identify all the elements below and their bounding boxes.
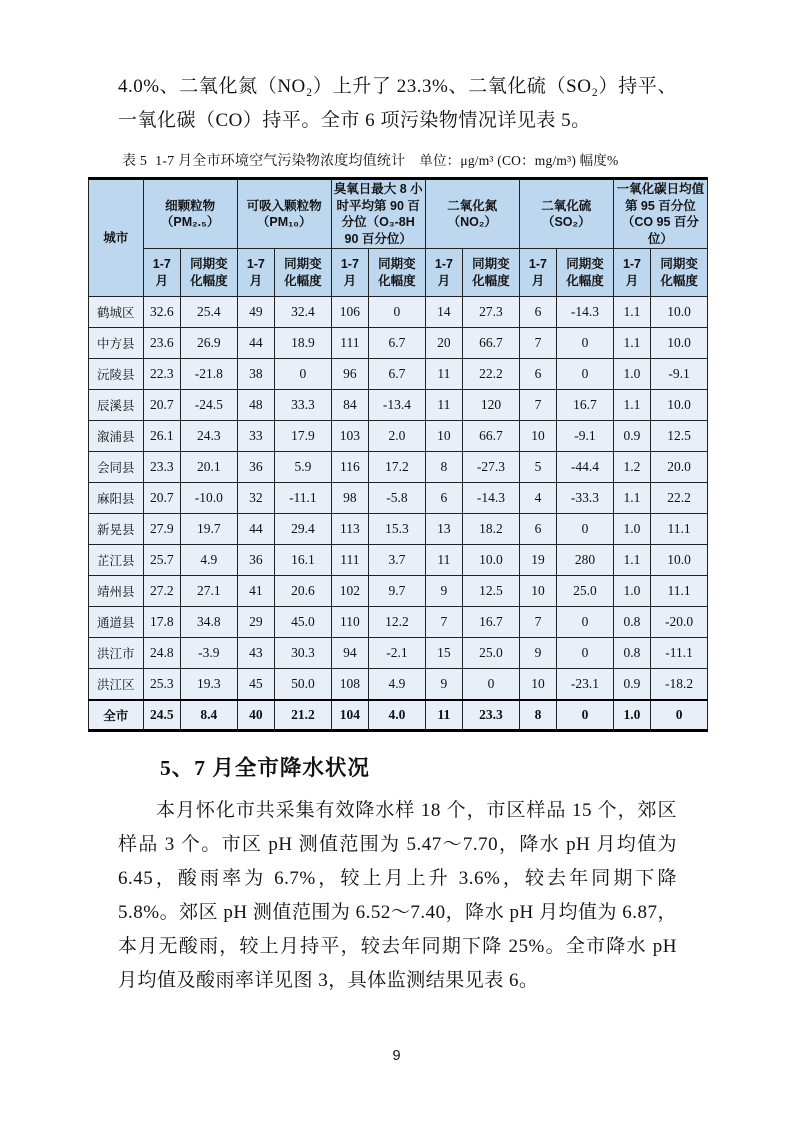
subheader-period: 1-7 月 (425, 249, 462, 297)
value-cell: 29 (237, 607, 274, 638)
header-co: 一氧化碳日均值第 95 百分位（CO 95 百分位） (613, 179, 707, 249)
value-cell: -13.4 (369, 390, 426, 421)
value-cell: 10.0 (651, 297, 708, 328)
value-cell: 10.0 (463, 545, 520, 576)
table-row (89, 452, 708, 483)
value-cell: 21.2 (275, 700, 332, 731)
value-cell: 5.9 (275, 452, 332, 483)
value-cell: 11.1 (651, 576, 708, 607)
value-cell: -14.3 (557, 297, 614, 328)
value-cell: 103 (331, 421, 368, 452)
value-cell: 0 (463, 669, 520, 700)
value-cell: 1.0 (613, 576, 650, 607)
value-cell: 27.3 (463, 297, 520, 328)
subheader-change: 同期变化幅度 (463, 249, 520, 297)
value-cell: 23.3 (463, 700, 520, 731)
value-cell: 24.3 (181, 421, 238, 452)
value-cell: 4.9 (181, 545, 238, 576)
value-cell: -24.5 (181, 390, 238, 421)
value-cell: -9.1 (651, 359, 708, 390)
city-cell: 洪江区 (89, 669, 144, 700)
value-cell: 20.7 (143, 390, 180, 421)
value-cell: 0 (557, 700, 614, 731)
value-cell: -20.0 (651, 607, 708, 638)
value-cell: 27.1 (181, 576, 238, 607)
value-cell: 22.2 (463, 359, 520, 390)
value-cell: 23.6 (143, 328, 180, 359)
value-cell: 14 (425, 297, 462, 328)
value-cell: 1.1 (613, 545, 650, 576)
table-caption-title: 1-7 月全市环境空气污染物浓度均值统计 (155, 154, 406, 169)
value-cell: 94 (331, 638, 368, 669)
value-cell: 33 (237, 421, 274, 452)
rainfall-paragraph-block (118, 794, 677, 998)
value-cell: -10.0 (181, 483, 238, 514)
value-cell: 19.3 (181, 669, 238, 700)
value-cell: 113 (331, 514, 368, 545)
value-cell: 43 (237, 638, 274, 669)
value-cell: 18.2 (463, 514, 520, 545)
value-cell: 12.5 (463, 576, 520, 607)
value-cell: -5.8 (369, 483, 426, 514)
value-cell: 8.4 (181, 700, 238, 731)
value-cell: 27.9 (143, 514, 180, 545)
table-caption (122, 149, 677, 170)
header-ozone: 臭氧日最大 8 小时平均第 90 百分位（O₃-8H 90 百分位） (331, 179, 425, 249)
value-cell: 12.2 (369, 607, 426, 638)
city-cell: 中方县 (89, 328, 144, 359)
value-cell: 7 (425, 607, 462, 638)
value-cell: 24.5 (143, 700, 180, 731)
page-number: 9 (392, 1048, 401, 1064)
value-cell: 16.1 (275, 545, 332, 576)
table-row (89, 328, 708, 359)
value-cell: 0 (557, 607, 614, 638)
value-cell: -27.3 (463, 452, 520, 483)
section-heading-rainfall: 5、7 月全市降水状况 (160, 756, 370, 780)
table-caption-label: 表 5 (122, 154, 148, 169)
value-cell: 0 (557, 638, 614, 669)
value-cell: 0 (557, 514, 614, 545)
value-cell: 13 (425, 514, 462, 545)
value-cell: 1.2 (613, 452, 650, 483)
value-cell: 96 (331, 359, 368, 390)
value-cell: 9 (425, 669, 462, 700)
value-cell: 27.2 (143, 576, 180, 607)
header-pm10: 可吸入颗粒物 （PM₁₀） (237, 179, 331, 249)
subheader-period: 1-7 月 (331, 249, 368, 297)
city-cell: 会同县 (89, 452, 144, 483)
value-cell: 32 (237, 483, 274, 514)
subheader-period: 1-7 月 (613, 249, 650, 297)
pollutant-table-wrapper (88, 177, 708, 732)
value-cell: 10 (425, 421, 462, 452)
value-cell: 16.7 (463, 607, 520, 638)
value-cell: 6 (519, 297, 556, 328)
value-cell: 6 (519, 359, 556, 390)
value-cell: -21.8 (181, 359, 238, 390)
table-body (89, 297, 708, 731)
value-cell: 20.1 (181, 452, 238, 483)
header-so2: 二氧化硫 （SO₂） (519, 179, 613, 249)
value-cell: 17.9 (275, 421, 332, 452)
city-cell: 沅陵县 (89, 359, 144, 390)
value-cell: 25.3 (143, 669, 180, 700)
value-cell: 104 (331, 700, 368, 731)
value-cell: 10.0 (651, 545, 708, 576)
value-cell: 11 (425, 700, 462, 731)
value-cell: -33.3 (557, 483, 614, 514)
header-no2: 二氧化氮 （NO₂） (425, 179, 519, 249)
value-cell: 116 (331, 452, 368, 483)
value-cell: 6.7 (369, 328, 426, 359)
value-cell: 2.0 (369, 421, 426, 452)
value-cell: 1.1 (613, 390, 650, 421)
table-row (89, 390, 708, 421)
value-cell: 17.2 (369, 452, 426, 483)
value-cell: 7 (519, 328, 556, 359)
table-row (89, 576, 708, 607)
value-cell: 102 (331, 576, 368, 607)
subheader-change: 同期变化幅度 (275, 249, 332, 297)
value-cell: 10 (519, 669, 556, 700)
table-group-header-row (89, 179, 708, 249)
value-cell: 20.7 (143, 483, 180, 514)
value-cell: 0.9 (613, 669, 650, 700)
value-cell: 8 (519, 700, 556, 731)
value-cell: -2.1 (369, 638, 426, 669)
value-cell: 1.0 (613, 359, 650, 390)
value-cell: 16.7 (557, 390, 614, 421)
value-cell: 9.7 (369, 576, 426, 607)
value-cell: 19.7 (181, 514, 238, 545)
value-cell: 24.8 (143, 638, 180, 669)
header-pm25: 细颗粒物 （PM₂.₅） (143, 179, 237, 249)
city-cell: 溆浦县 (89, 421, 144, 452)
value-cell: 0.9 (613, 421, 650, 452)
value-cell: 44 (237, 514, 274, 545)
value-cell: 1.1 (613, 328, 650, 359)
value-cell: 34.8 (181, 607, 238, 638)
value-cell: 0.8 (613, 638, 650, 669)
table-row (89, 545, 708, 576)
value-cell: 11 (425, 390, 462, 421)
city-cell: 全市 (89, 700, 144, 731)
value-cell: 29.4 (275, 514, 332, 545)
value-cell: 4.0 (369, 700, 426, 731)
value-cell: 44 (237, 328, 274, 359)
value-cell: 25.7 (143, 545, 180, 576)
value-cell: 111 (331, 545, 368, 576)
value-cell: 38 (237, 359, 274, 390)
value-cell: 1.0 (613, 514, 650, 545)
value-cell: 20 (425, 328, 462, 359)
value-cell: 280 (557, 545, 614, 576)
value-cell: 23.3 (143, 452, 180, 483)
value-cell: 25.0 (557, 576, 614, 607)
value-cell: 111 (331, 328, 368, 359)
value-cell: 5 (519, 452, 556, 483)
value-cell: 48 (237, 390, 274, 421)
value-cell: 66.7 (463, 328, 520, 359)
subheader-change: 同期变化幅度 (651, 249, 708, 297)
value-cell: 33.3 (275, 390, 332, 421)
header-city: 城市 (89, 179, 144, 297)
value-cell: 8 (425, 452, 462, 483)
table-row (89, 483, 708, 514)
value-cell: 15.3 (369, 514, 426, 545)
subheader-change: 同期变化幅度 (557, 249, 614, 297)
subheader-period: 1-7 月 (143, 249, 180, 297)
value-cell: 15 (425, 638, 462, 669)
value-cell: 4 (519, 483, 556, 514)
value-cell: 7 (519, 607, 556, 638)
value-cell: 9 (519, 638, 556, 669)
city-cell: 麻阳县 (89, 483, 144, 514)
value-cell: 10.0 (651, 328, 708, 359)
value-cell: 0 (557, 328, 614, 359)
value-cell: 0 (369, 297, 426, 328)
value-cell: 20.0 (651, 452, 708, 483)
table-subheader-row (89, 249, 708, 297)
value-cell: -11.1 (275, 483, 332, 514)
value-cell: 17.8 (143, 607, 180, 638)
table-row (89, 297, 708, 328)
value-cell: 11 (425, 545, 462, 576)
subheader-period: 1-7 月 (237, 249, 274, 297)
subheader-period: 1-7 月 (519, 249, 556, 297)
value-cell: 6 (425, 483, 462, 514)
value-cell: 36 (237, 452, 274, 483)
subheader-change: 同期变化幅度 (369, 249, 426, 297)
value-cell: -14.3 (463, 483, 520, 514)
value-cell: -44.4 (557, 452, 614, 483)
value-cell: 41 (237, 576, 274, 607)
value-cell: 108 (331, 669, 368, 700)
value-cell: 25.0 (463, 638, 520, 669)
table-row (89, 669, 708, 700)
value-cell: -18.2 (651, 669, 708, 700)
value-cell: 4.9 (369, 669, 426, 700)
value-cell: 0 (275, 359, 332, 390)
value-cell: 84 (331, 390, 368, 421)
table-row (89, 700, 708, 731)
value-cell: 3.7 (369, 545, 426, 576)
table-row (89, 514, 708, 545)
value-cell: 1.1 (613, 483, 650, 514)
value-cell: -9.1 (557, 421, 614, 452)
value-cell: 19 (519, 545, 556, 576)
rainfall-paragraph: 本月怀化市共采集有效降水样 18 个，市区样品 15 个，郊区样品 3 个。市区 pH 测值范围为 5.47～7.70，降水 pH 月均值为 6.45，酸雨率为 6.7%，较上月上升 3.6%，较去年同期下降 5.8%。郊区 pH 测值范围为 6.52～7.40，降水 pH 月均值为 6.87，本月无酸雨，较上月持平，较去年同期下降 25%。全市降水 pH 月均值及酸雨率详见图 3，具体监测结果见表 6。 (118, 800, 677, 991)
table-row (89, 359, 708, 390)
pollutant-table (88, 177, 708, 732)
table-row (89, 607, 708, 638)
value-cell: 32.6 (143, 297, 180, 328)
value-cell: 25.4 (181, 297, 238, 328)
value-cell: 11.1 (651, 514, 708, 545)
value-cell: 10.0 (651, 390, 708, 421)
table-row (89, 421, 708, 452)
value-cell: 0 (651, 700, 708, 731)
city-cell: 鹤城区 (89, 297, 144, 328)
value-cell: 10 (519, 576, 556, 607)
value-cell: 106 (331, 297, 368, 328)
value-cell: 49 (237, 297, 274, 328)
value-cell: 1.0 (613, 700, 650, 731)
value-cell: 20.6 (275, 576, 332, 607)
value-cell: 26.9 (181, 328, 238, 359)
city-cell: 新晃县 (89, 514, 144, 545)
value-cell: 9 (425, 576, 462, 607)
value-cell: -11.1 (651, 638, 708, 669)
subheader-change: 同期变化幅度 (181, 249, 238, 297)
value-cell: 11 (425, 359, 462, 390)
value-cell: 22.2 (651, 483, 708, 514)
value-cell: 36 (237, 545, 274, 576)
value-cell: 120 (463, 390, 520, 421)
value-cell: 98 (331, 483, 368, 514)
value-cell: 45.0 (275, 607, 332, 638)
table-header (89, 179, 708, 297)
value-cell: 66.7 (463, 421, 520, 452)
city-cell: 通道县 (89, 607, 144, 638)
value-cell: 110 (331, 607, 368, 638)
value-cell: 10 (519, 421, 556, 452)
value-cell: -23.1 (557, 669, 614, 700)
value-cell: 22.3 (143, 359, 180, 390)
value-cell: 32.4 (275, 297, 332, 328)
value-cell: 7 (519, 390, 556, 421)
value-cell: 18.9 (275, 328, 332, 359)
value-cell: 12.5 (651, 421, 708, 452)
value-cell: 30.3 (275, 638, 332, 669)
table-row (89, 638, 708, 669)
city-cell: 洪江市 (89, 638, 144, 669)
value-cell: 26.1 (143, 421, 180, 452)
city-cell: 辰溪县 (89, 390, 144, 421)
value-cell: 6.7 (369, 359, 426, 390)
city-cell: 靖州县 (89, 576, 144, 607)
value-cell: 1.1 (613, 297, 650, 328)
value-cell: 6 (519, 514, 556, 545)
intro-paragraph: 4.0%、二氧化氮（NO₂）上升了 23.3%、二氧化硫（SO₂）持平、一氧化碳（CO）持平。全市 6 项污染物情况详见表 5。 (118, 76, 677, 131)
value-cell: 45 (237, 669, 274, 700)
table-caption-unit: 单位：μg/m³ (CO：mg/m³) 幅度% (419, 153, 619, 168)
value-cell: 0.8 (613, 607, 650, 638)
city-cell: 芷江县 (89, 545, 144, 576)
value-cell: 0 (557, 359, 614, 390)
value-cell: 40 (237, 700, 274, 731)
value-cell: 50.0 (275, 669, 332, 700)
value-cell: -3.9 (181, 638, 238, 669)
